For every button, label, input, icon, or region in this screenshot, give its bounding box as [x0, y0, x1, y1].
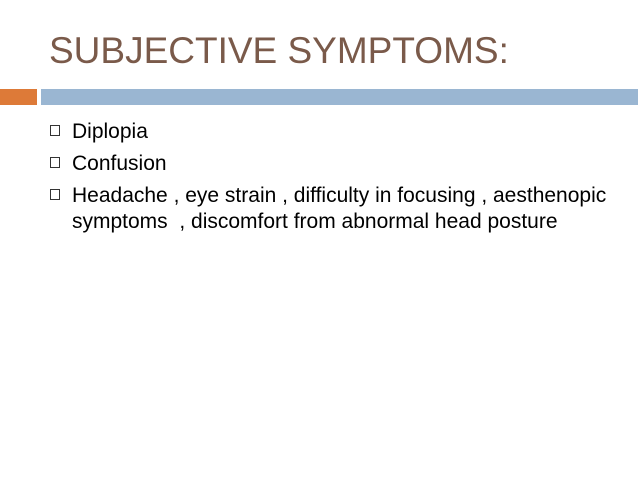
- title-divider-bar: [41, 89, 638, 105]
- bullet-text: Diplopia: [72, 120, 148, 143]
- bullet-list: [48, 119, 613, 241]
- hollow-square-bullet-icon: [50, 125, 60, 136]
- bullet-item: [48, 119, 608, 145]
- bullet-text: Headache , eye strain , difficulty in focusing , aesthenopic symptoms , discomfort from abnormal head posture: [72, 184, 613, 233]
- slide-title: SUBJECTIVE SYMPTOMS:: [49, 30, 509, 71]
- bullet-item: [48, 183, 613, 235]
- title-accent-bar: [0, 89, 37, 105]
- bullet-item: [48, 151, 608, 177]
- hollow-square-bullet-icon: [50, 189, 60, 200]
- bullet-text: Confusion: [72, 152, 167, 175]
- hollow-square-bullet-icon: [50, 157, 60, 168]
